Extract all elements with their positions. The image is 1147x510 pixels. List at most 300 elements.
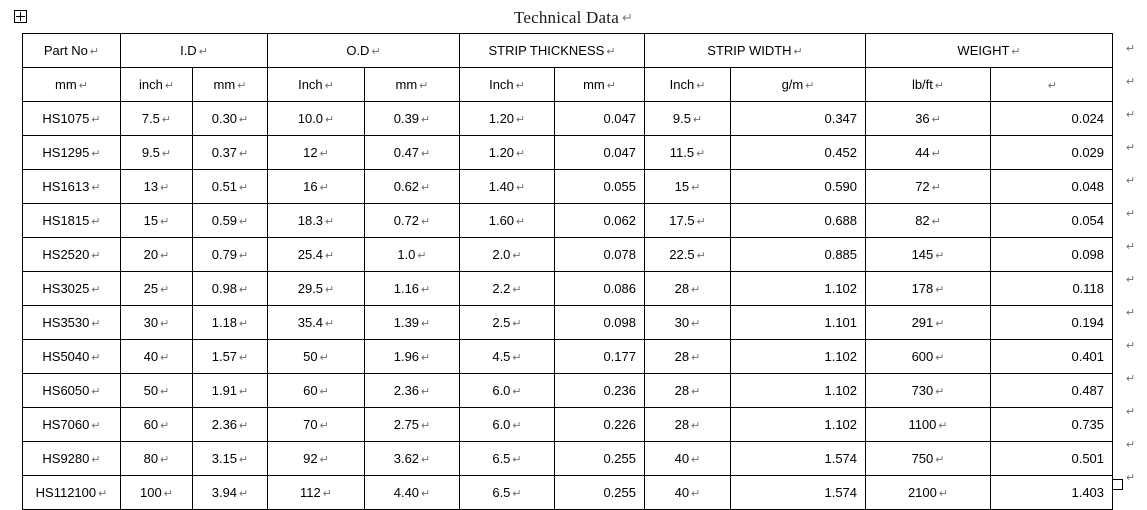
paragraph-mark-icon: ↵: [691, 420, 701, 432]
paragraph-mark-icon: ↵: [98, 488, 108, 500]
table-cell-od-mm: [365, 340, 460, 374]
table-cell-part-no: [23, 340, 121, 374]
table-cell-part-no: [23, 476, 121, 510]
table-cell-id-mm: [121, 374, 193, 408]
paragraph-mark-icon: ↵: [935, 454, 945, 466]
paragraph-mark-icon: ↵: [319, 386, 329, 398]
paragraph-mark-icon: ↵: [239, 148, 249, 160]
table-cell-sw-gm: [731, 204, 866, 238]
table-cell-value: 44: [915, 145, 930, 160]
table-cell-w-other: [991, 476, 1113, 510]
table-cell-value: 1.40: [488, 179, 515, 194]
table-cell-sw-inch: [645, 340, 731, 374]
table-cell-value: 0.62: [393, 179, 420, 194]
table-cell-st-mm: [555, 170, 645, 204]
table-cell-od-inch: [268, 136, 365, 170]
table-cell-od-mm: [365, 442, 460, 476]
table-cell-od-mm: [365, 136, 460, 170]
table-cell-st-inch: [460, 170, 555, 204]
table-cell-od-mm: [365, 102, 460, 136]
table-cell-value: 730: [911, 383, 934, 398]
table-cell-value: 0.72: [393, 213, 420, 228]
table-cell-id-mm: [121, 204, 193, 238]
paragraph-mark-icon: ↵: [696, 250, 706, 262]
table-cell-od-inch: [268, 204, 365, 238]
table-cell-value: 25: [143, 281, 159, 296]
paragraph-mark-icon: ↵: [91, 386, 101, 398]
table-cell-w-lbft: [866, 204, 991, 238]
table-cell-value: 0.048: [1071, 179, 1105, 194]
table-unit-header: [268, 68, 365, 102]
table-cell-w-other: [991, 170, 1113, 204]
paragraph-mark-icon: ↵: [161, 148, 172, 160]
table-row: [23, 238, 1113, 272]
table-cell-value: 0.735: [1071, 417, 1105, 432]
paragraph-mark-icon: ↵: [91, 182, 101, 194]
table-cell-value: 40: [143, 349, 159, 364]
table-cell-value: 0.062: [603, 213, 637, 228]
table-cell-value: 6.5: [492, 451, 511, 466]
table-cell-w-other: [991, 374, 1113, 408]
paragraph-mark-icon: ↵: [78, 80, 88, 92]
table-cell-od-mm: [365, 306, 460, 340]
paragraph-mark-icon: ↵: [239, 250, 249, 262]
paragraph-mark-icon: ↵: [938, 420, 948, 432]
table-cell-sw-gm: [731, 170, 866, 204]
paragraph-mark-icon: ↵: [319, 454, 329, 466]
table-cell-od-mm: [365, 170, 460, 204]
table-cell-value: 92: [303, 451, 318, 466]
paragraph-mark-icon: ↵: [421, 488, 431, 500]
table-cell-value: HS7060: [42, 417, 90, 432]
table-cell-part-no: [23, 102, 121, 136]
table-cell-st-inch: [460, 408, 555, 442]
table-cell-value: 0.51: [211, 179, 238, 194]
paragraph-mark-icon: ↵: [805, 80, 815, 92]
paragraph-mark-icon: ↵: [421, 386, 431, 398]
table-row: [23, 204, 1113, 238]
table-cell-value: 0.177: [603, 349, 637, 364]
paragraph-mark-icon: ↵: [91, 284, 101, 296]
table-unit-header-label: lb/ft: [911, 77, 933, 92]
margin-paragraph-mark-icon: ↵: [1126, 472, 1136, 484]
table-cell-value: 13: [143, 179, 159, 194]
table-cell-value: 1.20: [488, 145, 515, 160]
table-cell-value: 60: [143, 417, 159, 432]
table-cell-part-no: [23, 238, 121, 272]
table-cell-value: 0.098: [603, 315, 637, 330]
table-cell-value: 0.452: [824, 145, 858, 160]
table-unit-header-label: mm: [583, 77, 605, 92]
paragraph-mark-icon: ↵: [91, 352, 101, 364]
table-cell-w-lbft: [866, 306, 991, 340]
table-cell-value: 28: [674, 383, 690, 398]
paragraph-mark-icon: ↵: [239, 216, 249, 228]
table-cell-od-inch: [268, 340, 365, 374]
table-cell-value: 0.47: [393, 145, 420, 160]
table-cell-value: 0.885: [824, 247, 858, 262]
paragraph-mark-icon: ↵: [163, 488, 173, 500]
table-cell-st-inch: [460, 340, 555, 374]
table-cell-value: 3.62: [393, 451, 420, 466]
table-cell-value: 0.236: [603, 383, 637, 398]
paragraph-mark-icon: ↵: [91, 318, 101, 330]
table-cell-value: 1.57: [211, 349, 238, 364]
table-cell-value: 1.96: [393, 349, 420, 364]
table-cell-od-inch: [268, 102, 365, 136]
table-cell-id-inch: [193, 238, 268, 272]
paragraph-mark-icon: ↵: [91, 216, 101, 228]
margin-paragraph-mark-icon: ↵: [1126, 241, 1136, 253]
paragraph-mark-icon: ↵: [512, 454, 522, 466]
table-cell-sw-gm: [731, 408, 866, 442]
table-cell-id-inch: [193, 476, 268, 510]
paragraph-mark-icon: ↵: [421, 284, 431, 296]
paragraph-mark-icon: ↵: [931, 216, 941, 228]
table-cell-value: 36: [915, 111, 930, 126]
table-cell-w-other: [991, 340, 1113, 374]
table-cell-st-mm: [555, 340, 645, 374]
table-cell-value: 0.054: [1071, 213, 1105, 228]
table-cell-id-inch: [193, 204, 268, 238]
table-cell-value: 0.098: [1071, 247, 1105, 262]
table-cell-value: 1.102: [824, 349, 858, 364]
paragraph-mark-icon: ↵: [512, 386, 522, 398]
table-resize-handle[interactable]: [1112, 479, 1123, 490]
paragraph-mark-icon: ↵: [325, 284, 335, 296]
table-row: [23, 408, 1113, 442]
paragraph-mark-icon: ↵: [1011, 46, 1021, 58]
table-cell-sw-inch: [645, 442, 731, 476]
margin-paragraph-mark-icon: ↵: [1126, 373, 1136, 385]
table-cell-part-no: [23, 374, 121, 408]
table-cell-w-lbft: [866, 170, 991, 204]
table-cell-sw-inch: [645, 272, 731, 306]
table-cell-w-other: [991, 102, 1113, 136]
table-cell-od-mm: [365, 408, 460, 442]
table-cell-value: 10.0: [297, 111, 324, 126]
table-cell-value: 145: [911, 247, 934, 262]
table-cell-od-mm: [365, 238, 460, 272]
table-unit-header: [991, 68, 1113, 102]
paragraph-mark-icon: ↵: [239, 386, 249, 398]
table-cell-value: 178: [911, 281, 934, 296]
table-cell-st-mm: [555, 204, 645, 238]
table-cell-value: 1.403: [1071, 485, 1105, 500]
table-cell-value: 1.20: [488, 111, 515, 126]
paragraph-mark-icon: ↵: [325, 114, 335, 126]
table-unit-header-label: mm: [55, 77, 77, 92]
table-cell-id-inch: [193, 408, 268, 442]
paragraph-mark-icon: ↵: [696, 216, 706, 228]
margin-paragraph-mark-icon: ↵: [1126, 439, 1136, 451]
paragraph-mark-icon: ↵: [621, 10, 634, 25]
table-cell-part-no: [23, 136, 121, 170]
paragraph-mark-icon: ↵: [421, 182, 431, 194]
margin-paragraph-mark-icon: ↵: [1126, 406, 1136, 418]
table-group-header: [268, 34, 460, 68]
paragraph-mark-icon: ↵: [1047, 80, 1058, 92]
paragraph-mark-icon: ↵: [512, 488, 522, 500]
table-cell-w-lbft: [866, 374, 991, 408]
table-cell-sw-gm: [731, 476, 866, 510]
paragraph-mark-icon: ↵: [160, 352, 170, 364]
paragraph-mark-icon: ↵: [691, 386, 701, 398]
table-cell-value: 30: [143, 315, 159, 330]
table-cell-od-inch: [268, 442, 365, 476]
table-unit-header-label: g/m: [781, 77, 804, 92]
table-cell-value: HS5040: [42, 349, 90, 364]
paragraph-mark-icon: ↵: [239, 420, 249, 432]
table-unit-header: [365, 68, 460, 102]
paragraph-mark-icon: ↵: [512, 318, 522, 330]
table-cell-value: 0.086: [603, 281, 637, 296]
table-cell-value: HS112100: [35, 485, 97, 500]
paragraph-mark-icon: ↵: [91, 114, 101, 126]
paragraph-mark-icon: ↵: [160, 318, 170, 330]
table-group-header-label: I.D: [180, 43, 197, 58]
table-cell-id-mm: [121, 170, 193, 204]
paragraph-mark-icon: ↵: [512, 250, 522, 262]
margin-paragraph-marks: [1126, 33, 1144, 495]
table-cell-value: 0.39: [393, 111, 420, 126]
table-cell-w-lbft: [866, 476, 991, 510]
table-unit-header: [193, 68, 268, 102]
table-cell-value: 1100: [908, 417, 937, 432]
table-group-header-label: O.D: [346, 43, 370, 58]
table-cell-st-mm: [555, 136, 645, 170]
paragraph-mark-icon: ↵: [160, 454, 170, 466]
table-cell-value: HS9280: [42, 451, 90, 466]
paragraph-mark-icon: ↵: [198, 46, 208, 58]
table-cell-w-lbft: [866, 136, 991, 170]
table-cell-value: 50: [143, 383, 159, 398]
table-row: [23, 340, 1113, 374]
table-cell-od-inch: [268, 408, 365, 442]
table-cell-od-inch: [268, 170, 365, 204]
paragraph-mark-icon: ↵: [91, 148, 101, 160]
table-row: [23, 476, 1113, 510]
table-cell-value: 2.5: [492, 315, 511, 330]
paragraph-mark-icon: ↵: [319, 420, 329, 432]
table-cell-st-mm: [555, 238, 645, 272]
table-cell-sw-gm: [731, 102, 866, 136]
table-cell-value: 40: [674, 485, 690, 500]
paragraph-mark-icon: ↵: [160, 216, 170, 228]
table-cell-value: 18.3: [297, 213, 324, 228]
paragraph-mark-icon: ↵: [606, 46, 616, 58]
table-unit-header: [555, 68, 645, 102]
table-cell-value: 0.30: [211, 111, 238, 126]
table-cell-part-no: [23, 272, 121, 306]
table-cell-st-mm: [555, 408, 645, 442]
table-cell-value: 6.0: [492, 417, 511, 432]
table-cell-id-mm: [121, 408, 193, 442]
table-cell-w-other: [991, 408, 1113, 442]
paragraph-mark-icon: ↵: [934, 80, 945, 92]
table-cell-sw-gm: [731, 340, 866, 374]
table-cell-value: 100: [140, 485, 162, 500]
paragraph-mark-icon: ↵: [931, 114, 941, 126]
table-group-header: [866, 34, 1113, 68]
table-cell-value: 4.5: [492, 349, 511, 364]
table-cell-od-inch: [268, 374, 365, 408]
table-cell-st-inch: [460, 306, 555, 340]
table-cell-value: 1.101: [824, 315, 858, 330]
margin-paragraph-mark-icon: ↵: [1126, 109, 1136, 121]
table-cell-id-inch: [193, 442, 268, 476]
table-unit-header-label: Inch: [669, 77, 695, 92]
table-cell-value: 82: [915, 213, 930, 228]
table-cell-value: 70: [303, 417, 318, 432]
paragraph-mark-icon: ↵: [319, 182, 329, 194]
table-cell-sw-inch: [645, 374, 731, 408]
paragraph-mark-icon: ↵: [931, 182, 941, 194]
paragraph-mark-icon: ↵: [417, 250, 427, 262]
table-cell-od-mm: [365, 272, 460, 306]
paragraph-mark-icon: ↵: [371, 46, 381, 58]
table-cell-value: 2.0: [492, 247, 511, 262]
table-cell-value: 0.487: [1071, 383, 1105, 398]
paragraph-mark-icon: ↵: [516, 148, 526, 160]
table-cell-id-mm: [121, 306, 193, 340]
table-cell-value: HS1613: [42, 179, 90, 194]
paragraph-mark-icon: ↵: [515, 80, 525, 92]
table-cell-value: 80: [143, 451, 159, 466]
paragraph-mark-icon: ↵: [91, 454, 101, 466]
table-cell-id-inch: [193, 340, 268, 374]
paragraph-mark-icon: ↵: [935, 250, 945, 262]
table-cell-value: 2.75: [393, 417, 420, 432]
table-cell-od-mm: [365, 476, 460, 510]
paragraph-mark-icon: ↵: [691, 454, 701, 466]
table-cell-w-other: [991, 442, 1113, 476]
table-cell-st-inch: [460, 204, 555, 238]
table-cell-st-mm: [555, 374, 645, 408]
table-header-row-units: [23, 68, 1113, 102]
paragraph-mark-icon: ↵: [239, 284, 249, 296]
table-cell-value: 0.047: [603, 111, 637, 126]
margin-paragraph-mark-icon: ↵: [1126, 43, 1136, 55]
table-unit-header-label: inch: [138, 77, 163, 92]
paragraph-mark-icon: ↵: [421, 148, 431, 160]
table-cell-w-lbft: [866, 442, 991, 476]
table-cell-value: 0.255: [603, 485, 637, 500]
table-cell-value: HS3530: [42, 315, 90, 330]
paragraph-mark-icon: ↵: [322, 488, 332, 500]
paragraph-mark-icon: ↵: [421, 114, 431, 126]
paragraph-mark-icon: ↵: [935, 386, 945, 398]
paragraph-mark-icon: ↵: [691, 182, 701, 194]
table-group-header-label: STRIP THICKNESS: [488, 43, 605, 58]
table-cell-value: 1.91: [211, 383, 238, 398]
table-cell-id-inch: [193, 306, 268, 340]
paragraph-mark-icon: ↵: [325, 250, 335, 262]
table-cell-w-lbft: [866, 102, 991, 136]
table-row: [23, 442, 1113, 476]
table-cell-value: 9.5: [672, 111, 691, 126]
paragraph-mark-icon: ↵: [793, 46, 803, 58]
table-cell-value: 22.5: [669, 247, 695, 262]
table-cell-value: HS1295: [42, 145, 90, 160]
paragraph-mark-icon: ↵: [239, 182, 249, 194]
table-unit-header-label: mm: [213, 77, 236, 92]
table-cell-id-mm: [121, 476, 193, 510]
table-cell-sw-inch: [645, 408, 731, 442]
table-cell-value: 1.102: [824, 417, 858, 432]
table-cell-w-other: [991, 272, 1113, 306]
table-cell-st-inch: [460, 374, 555, 408]
table-row: [23, 102, 1113, 136]
table-unit-header-label: mm: [395, 77, 418, 92]
table-cell-w-lbft: [866, 272, 991, 306]
table-cell-sw-inch: [645, 238, 731, 272]
table-cell-value: 1.16: [393, 281, 420, 296]
table-cell-value: 3.15: [211, 451, 238, 466]
table-cell-value: 0.047: [603, 145, 637, 160]
table-cell-value: 6.5: [492, 485, 511, 500]
table-cell-value: 2.36: [393, 383, 420, 398]
table-cell-st-inch: [460, 136, 555, 170]
paragraph-mark-icon: ↵: [164, 80, 175, 92]
table-cell-value: 0.194: [1071, 315, 1105, 330]
table-cell-value: 72: [915, 179, 930, 194]
table-cell-value: 15: [674, 179, 690, 194]
table-cell-value: 0.98: [211, 281, 238, 296]
table-cell-value: 12: [303, 145, 318, 160]
paragraph-mark-icon: ↵: [160, 420, 170, 432]
table-cell-st-inch: [460, 442, 555, 476]
table-cell-value: 60: [303, 383, 318, 398]
table-cell-value: 40: [674, 451, 690, 466]
table-cell-value: 28: [674, 417, 690, 432]
table-cell-value: 0.59: [211, 213, 238, 228]
table-cell-od-inch: [268, 476, 365, 510]
table-cell-part-no: [23, 408, 121, 442]
table-cell-w-lbft: [866, 238, 991, 272]
table-unit-header: [460, 68, 555, 102]
table-cell-od-mm: [365, 204, 460, 238]
table-cell-value: 20: [143, 247, 159, 262]
table-cell-st-inch: [460, 272, 555, 306]
table-group-header: [645, 34, 866, 68]
table-cell-value: 0.226: [603, 417, 637, 432]
table-cell-od-inch: [268, 272, 365, 306]
paragraph-mark-icon: ↵: [931, 148, 941, 160]
table-cell-value: 0.024: [1071, 111, 1105, 126]
table-cell-value: 2.36: [211, 417, 238, 432]
table-cell-value: 291: [911, 315, 934, 330]
table-cell-od-mm: [365, 374, 460, 408]
paragraph-mark-icon: ↵: [691, 488, 701, 500]
table-cell-st-mm: [555, 306, 645, 340]
margin-paragraph-mark-icon: ↵: [1126, 274, 1136, 286]
paragraph-mark-icon: ↵: [691, 318, 701, 330]
paragraph-mark-icon: ↵: [692, 114, 703, 126]
margin-paragraph-mark-icon: ↵: [1126, 307, 1136, 319]
table-unit-header: [23, 68, 121, 102]
paragraph-mark-icon: ↵: [935, 352, 945, 364]
paragraph-mark-icon: ↵: [606, 80, 616, 92]
table-cell-value: 1.60: [488, 213, 515, 228]
table-cell-sw-inch: [645, 204, 731, 238]
paragraph-mark-icon: ↵: [325, 216, 335, 228]
table-cell-value: 0.118: [1072, 281, 1105, 296]
table-cell-value: 0.055: [603, 179, 637, 194]
table-cell-sw-inch: [645, 102, 731, 136]
table-cell-value: 750: [911, 451, 934, 466]
table-cell-id-inch: [193, 136, 268, 170]
